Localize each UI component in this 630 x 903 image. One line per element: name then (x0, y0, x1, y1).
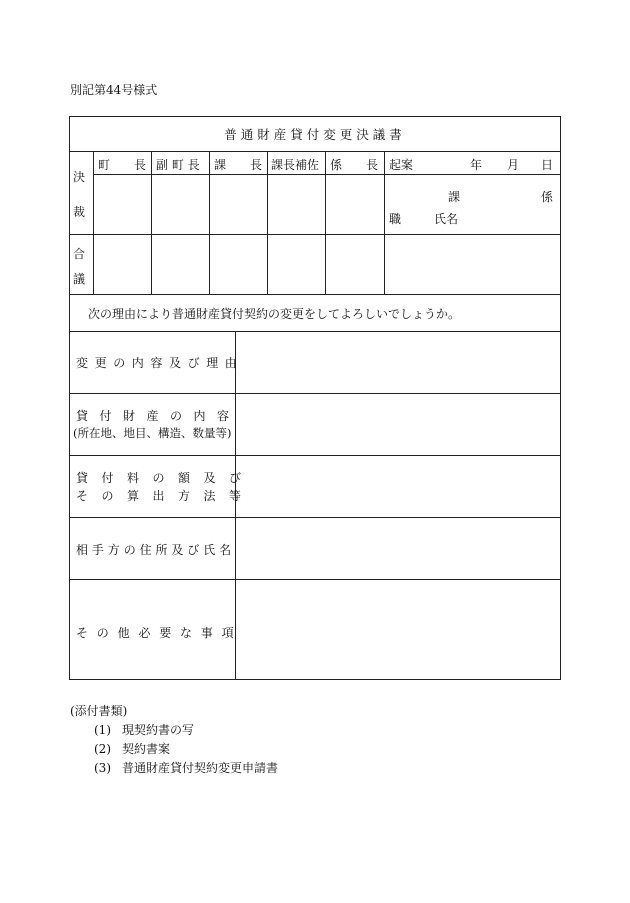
ka-label: 課 (448, 190, 461, 204)
divider (69, 393, 561, 394)
shimei-label: 氏名 (434, 212, 459, 226)
role-town-mayor: 町 長 (98, 158, 146, 172)
divider (209, 151, 210, 294)
divider (69, 234, 561, 235)
year-label: 年 (470, 158, 483, 172)
role-deputy-mayor: 副 町 長 (156, 158, 200, 172)
attachments-heading: (添付書類) (70, 704, 128, 718)
form-id: 別記第44号様式 (70, 83, 158, 97)
attachment-item: (2) 契約書案 (94, 742, 171, 756)
row-label-counterparty: 相手方の住所及び氏名 (76, 543, 236, 557)
row-label-property: 貸付財産の内容 (76, 409, 241, 423)
role-assistant-chief: 課長補佐 (271, 158, 320, 172)
attachment-item: (3) 普通財産貸付契約変更申請書 (94, 761, 279, 775)
request-text: 次の理由により普通財産貸付契約の変更をしてよろしいでしょうか。 (88, 307, 461, 321)
kakari-label: 係 (541, 190, 554, 204)
divider (93, 174, 561, 175)
divider (69, 331, 561, 332)
form-table (69, 116, 561, 680)
day-label: 日 (541, 158, 554, 172)
gi-label: 議 (73, 272, 86, 286)
divider (69, 455, 561, 456)
row-label-fee-method: その算出方法等 (76, 489, 255, 503)
divider (93, 151, 94, 294)
row-label-change-reason: 変更の内容及び理由 (76, 356, 244, 370)
divider (69, 151, 561, 152)
kian-label: 起案 (389, 158, 414, 172)
ketsu-label: 決 (73, 170, 86, 184)
row-label-fee: 貸付料の額及び (76, 471, 255, 485)
divider (325, 151, 326, 294)
row-label-property-detail: (所在地、地目、構造、数量等) (73, 426, 232, 440)
role-unit-chief: 係 長 (330, 158, 378, 172)
divider (69, 517, 561, 518)
sai-label: 裁 (73, 205, 86, 219)
divider (267, 151, 268, 294)
shoku-label: 職 (389, 212, 402, 226)
attachment-item: (1) 現契約書の写 (94, 723, 195, 737)
month-label: 月 (507, 158, 520, 172)
go-label: 合 (73, 247, 86, 261)
row-label-other: その他必要な事項 (76, 626, 243, 640)
divider (384, 151, 385, 294)
form-title: 普通財産貸付変更決議書 (224, 127, 406, 142)
divider (69, 579, 561, 580)
divider (151, 151, 152, 294)
role-section-chief: 課 長 (214, 158, 262, 172)
divider (69, 294, 561, 295)
